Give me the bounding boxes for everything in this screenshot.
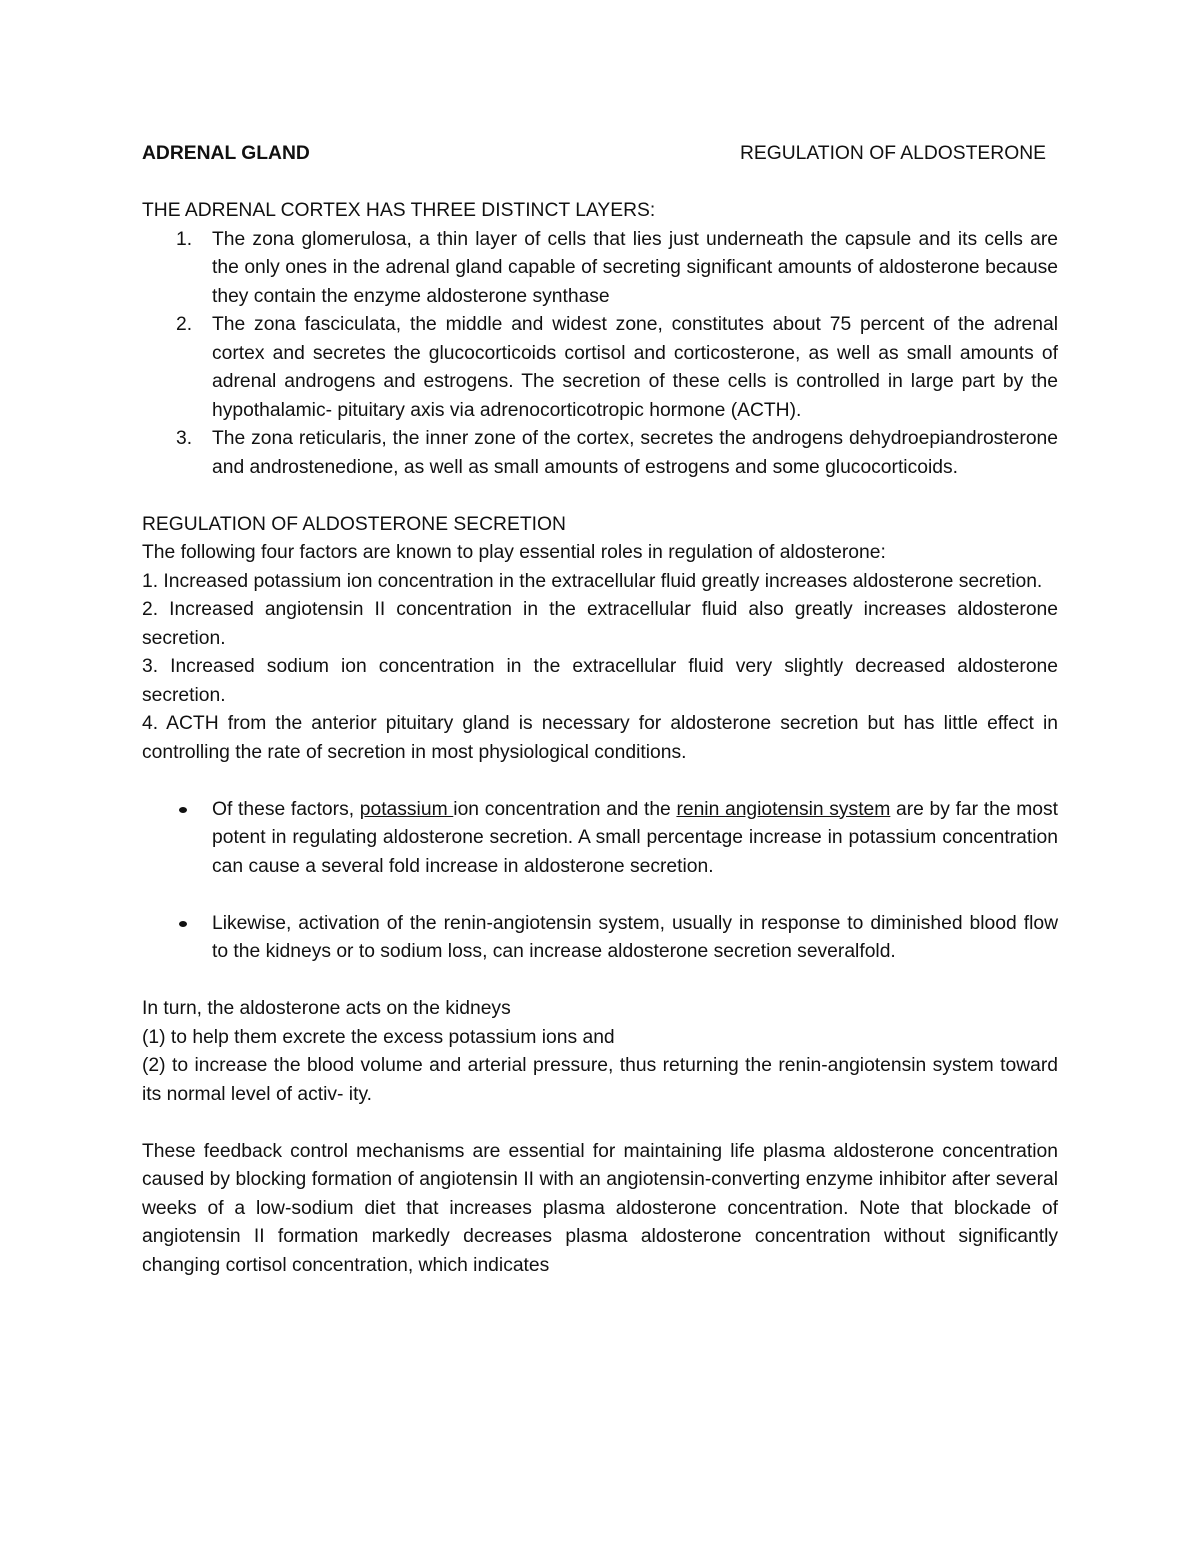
bullet-dot-icon [179,921,187,927]
bullet-item [142,910,1058,967]
bullet-dot-icon [179,807,187,813]
regulation-heading: REGULATION OF ALDOSTERONE SECRETION [142,513,566,535]
regulation-intro: The following four factors are known to play essential roles in regulation of aldosterone: [142,542,886,563]
bullet-item [142,796,1058,882]
list-item [142,425,1058,482]
turn-line: (2) to increase the blood volume and arterial pressure, thus returning the renin-angiotensin system toward its normal level of activ- ity. [142,1055,1058,1105]
underlined-term: renin angiotensin system [676,798,891,820]
cortex-layer-list [142,226,1058,483]
bullet-text: Likewise, activation of the renin-angiotensin system, usually in response to diminished blood flow to the kidneys or to sodium loss, can increase aldosterone secretion severalfold. [212,912,1058,962]
bullet-text: Of these factors, potassium ion concentration and the renin angiotensin system are by far the most potent in regulating aldosterone secretion. A small percentage increase in potassium concentration can cause a several fold increase in aldosterone secretion. [212,798,1058,877]
document-subtitle: REGULATION OF ALDOSTERONE [739,143,1046,164]
factor-paragraph: 4. ACTH from the anterior pituitary gland is necessary for aldosterone secretion but has little effect in controlling the rate of secretion in most physiological conditions. [142,713,1058,763]
list-number: 1. [176,228,193,250]
factor-paragraph: 1. Increased potassium ion concentration in the extracellular fluid greatly increases aldosterone secretion. [142,570,1043,592]
factor-paragraph: 3. Increased sodium ion concentration in the extracellular fluid very slightly decreased aldosterone secretion. [142,656,1058,706]
underlined-term: potassium [359,798,454,820]
header [142,140,1058,169]
turn-line: (1) to help them excrete the excess potassium ions and [142,1026,615,1048]
factor-paragraph: 2. Increased angiotensin II concentration in the extracellular fluid also greatly increases aldosterone secretion. [142,599,1058,649]
list-item-text: The zona fasciculata, the middle and widest zone, constitutes about 75 percent of the adrenal cortex and secretes the glucocorticoids cortisol and corticosterone, as well as small amounts of adrenal androgens and estrogens. The secretion of these cells is controlled in large part by the hypothalamic- pituitary axis via adrenocorticotropic hormone (ACTH). [212,314,1058,421]
list-item [142,311,1058,425]
list-item-text: The zona reticularis, the inner zone of the cortex, secretes the androgens dehydroepiandrosterone and androstenedione, as well as small amounts of estrogens and some glucocorticoids. [212,428,1058,478]
cortex-heading: THE ADRENAL CORTEX HAS THREE DISTINCT LAYERS: [142,200,656,221]
turn-line: In turn, the aldosterone acts on the kidneys [142,998,511,1019]
list-number: 2. [176,314,193,335]
list-number: 3. [176,428,193,449]
list-item [142,226,1058,312]
document-body [142,140,1058,1280]
bullet-list [142,796,1058,967]
document-title: ADRENAL GLAND [142,143,310,164]
list-item-text: The zona glomerulosa, a thin layer of cells that lies just underneath the capsule and its cells are the only ones in the adrenal gland capable of secreting significant amounts of aldosterone because they contain the enzyme aldosterone synthase [212,228,1058,307]
feedback-paragraph: These feedback control mechanisms are essential for maintaining life plasma aldosterone concentration caused by blocking formation of angiotensin II with an angiotensin-converting enzyme inhibitor after several weeks of a low-sodium diet that increases plasma aldosterone concentration. Note that blockade of angiotensin II formation markedly decreases plasma aldosterone concentration without significantly changing cortisol concentration, which indicates [142,1140,1058,1276]
